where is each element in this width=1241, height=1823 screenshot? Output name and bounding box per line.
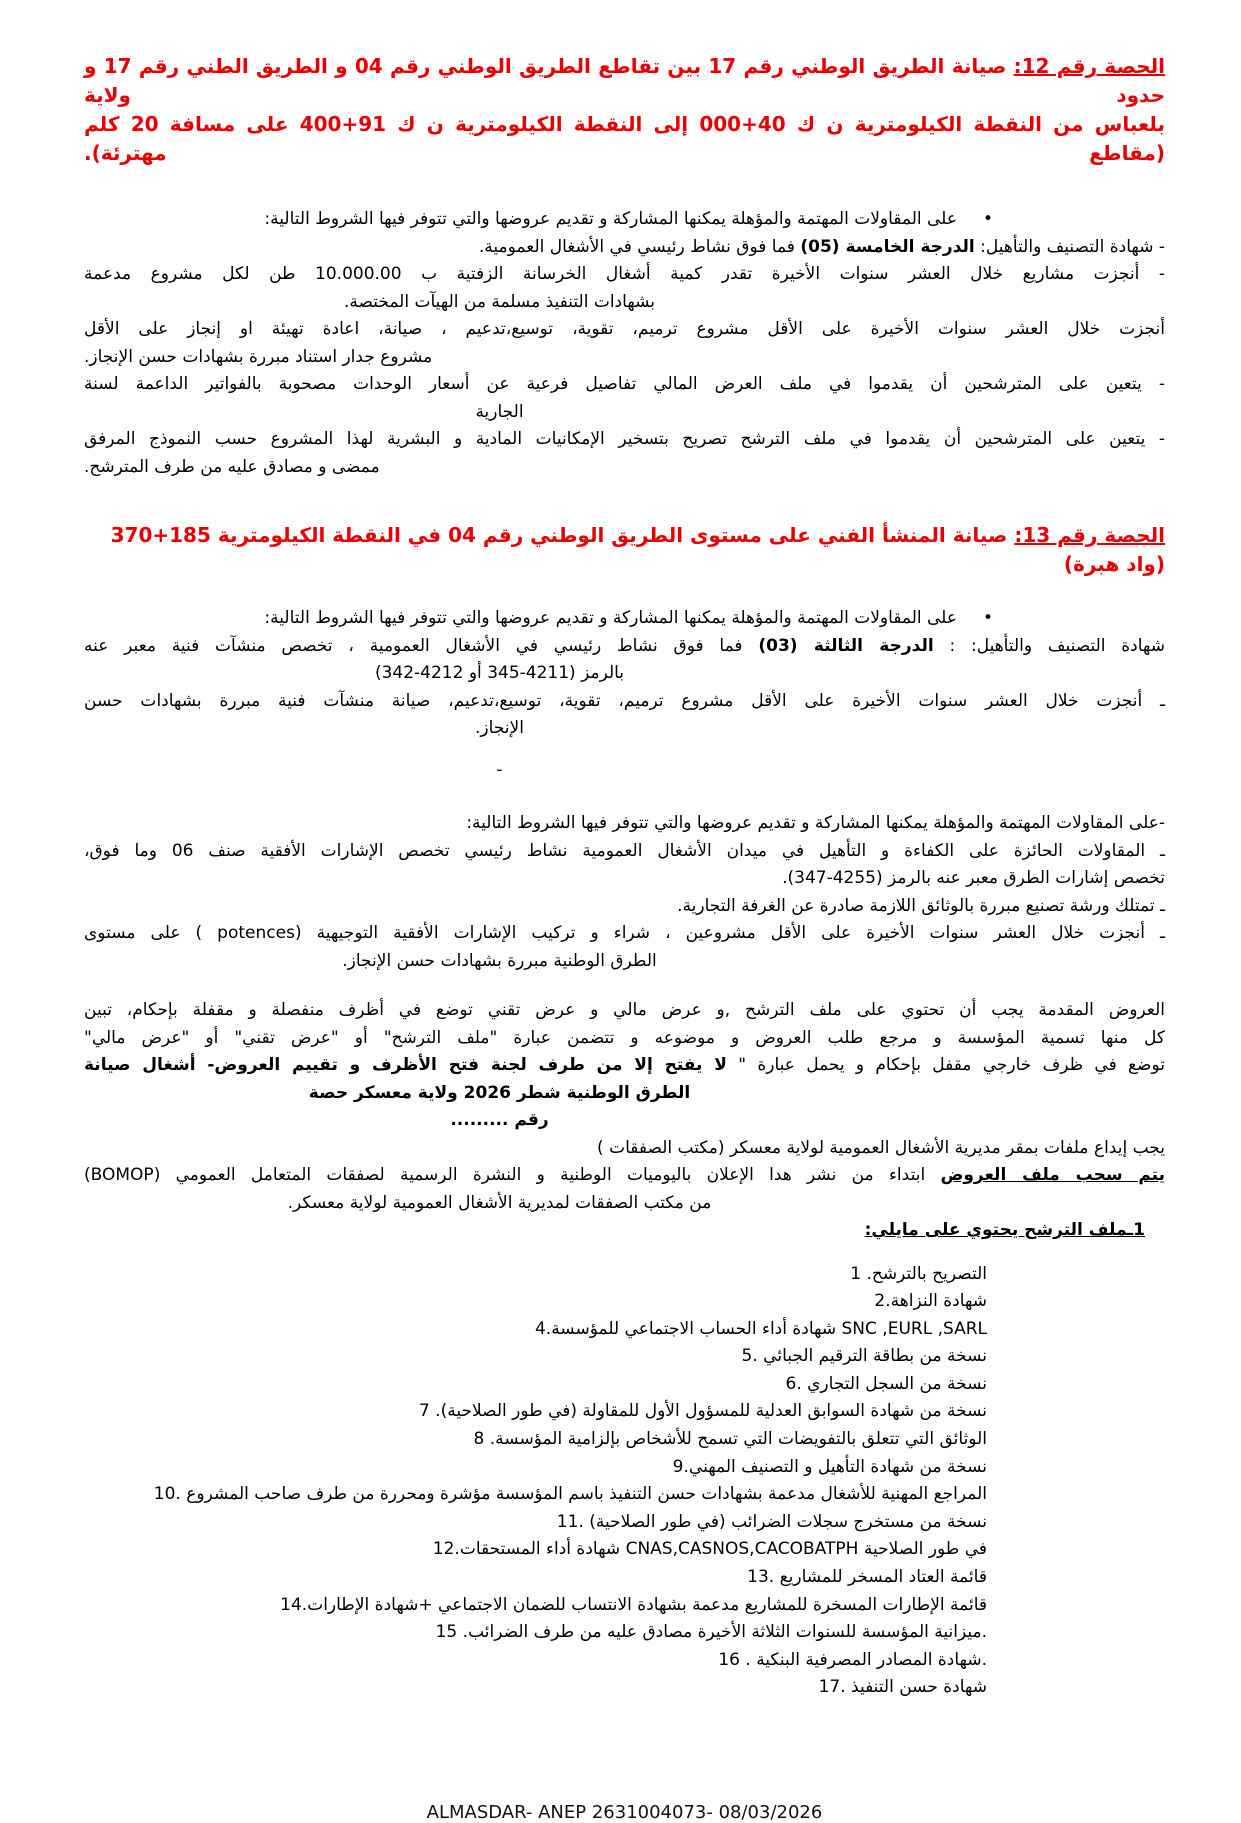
text-span: بلعباس من النقطة الكيلومترية ن ك 40+000 إلى النقطة الكيلومترية ن ك 91+400 على مسافة 20 كلم (مقاطع مهترئة).	[84, 112, 1165, 165]
text-span: - يتعين على المترشحين أن يقدموا في ملف العرض المالي تفاصيل فرعية عن أسعار الوحدات مصحوبة بالفواتير الداعمة لسنة	[84, 374, 1165, 394]
text-span: على المقاولات المهتمة والمؤهلة يمكنها المشاركة و تقديم عروضها والتي تتوفر فيها الشروط التالية:	[264, 608, 957, 628]
text-span: أنجزت خلال العشر سنوات الأخيرة على الأقل مشروع ترميم، تقوية، توسيع،تدعيم ، صيانة، اعادة تهيئة او إنجاز على الأقل	[84, 319, 1165, 339]
list-item-7	[84, 1398, 1165, 1426]
text-span: صيانة الطريق الوطني رقم 17 بين تقاطع الطريق الوطني رقم 04 و الطريق الطني رقم 17 و حدود ولاية	[84, 54, 1165, 107]
text-span: على المقاولات المهتمة والمؤهلة يمكنها المشاركة و تقديم عروضها والتي تتوفر فيها الشروط التالية:	[264, 209, 957, 229]
text-span: 6. نسخة من السجل التجاري	[785, 1373, 987, 1394]
text-span: 17. شهادة حسن التنفيذ	[818, 1677, 987, 1698]
list-item-17	[84, 1674, 1165, 1702]
text-span: -على المقاولات المهتمة والمؤهلة يمكنها المشاركة و تقديم عروضها والتي تتوفر فيها الشروط التالية:	[466, 813, 1165, 833]
text-span: 10. المراجع المهنية للأشغال مدعمة بشهادات حسن التنفيذ باسم المؤسسة مؤشرة ومحررة من طرف صاحب المشروع	[153, 1484, 987, 1505]
list-item-1	[84, 1261, 1165, 1289]
list-item-2	[84, 1288, 1165, 1316]
text-span: توضع في ظرف خارجي مقفل بإحكام و يحمل عبارة "	[726, 1055, 1166, 1075]
withdrawal-line1	[84, 1162, 1165, 1190]
text-span: ـ أنجزت خلال العشر سنوات الأخيرة على الأقل مشروع ترميم، تقوية، توسيع،تدعيم، صيانة منشآت فنية مبررة بشهادات حسن	[84, 690, 1165, 711]
text-span: ابتداء من نشر هدا الإعلان باليوميات الوطنية و النشرة الرسمية لصفقات المتعامل العمومي (BOMOP)	[84, 1165, 941, 1185]
text-span: لا يفتح إلا من طرف لجنة فتح الأظرف و تقييم العروض- أشغال صيانة	[84, 1055, 727, 1075]
offers-paragraph-line4	[84, 1080, 1165, 1108]
lot12-classification	[84, 234, 1165, 262]
text-span: - شهادة التصنيف والتأهيل:	[974, 236, 1165, 257]
text-span: الإنجاز.	[475, 718, 524, 738]
offers-paragraph-line2	[84, 1025, 1165, 1053]
text-span: الدرجة الخامسة (05)	[800, 236, 975, 257]
list-item-11	[84, 1509, 1165, 1537]
text-span: 1ـملف الترشح يحتوي على مايلي:	[864, 1220, 1145, 1240]
text-span: 8 .الوثائق التي تتعلق بالتفويضات التي تسمح للأشخاص بإلزامية المؤسسة	[473, 1429, 987, 1450]
footer-anep-reference: ALMASDAR- ANEP 2631004073- 08/03/2026	[426, 1802, 823, 1823]
text-span: 14.قائمة الإطارات المسخرة للمشاريع مدعمة بشهادة الانتساب للضمان الاجتماعي +شهادة الإطارات	[280, 1594, 987, 1615]
lot12-wall-line1	[84, 316, 1165, 344]
text-span: من مكتب الصفقات لمديرية الأشغال العمومية لولاية معسكر.	[287, 1192, 712, 1213]
offers-paragraph-line3	[84, 1052, 1165, 1080]
text-span: -	[496, 759, 503, 780]
lot14-qualification-line1	[84, 838, 1165, 866]
text-span: صيانة المنشأ الفني على مستوى الطريق الوطني رقم 04 في النقطة الكيلومترية 185+370 (واد هبرة)	[110, 523, 1165, 576]
bullet-icon: •	[982, 608, 993, 628]
text-span: شهادة التصنيف والتأهيل: :	[933, 635, 1166, 656]
document-body	[84, 52, 1165, 1702]
text-span: يجب إيداع ملفات بمقر مديرية الأشغال العمومية لولاية معسكر (مكتب الصفقات )	[597, 1137, 1165, 1158]
text-span: 11. نسخة من مستخرج سجلات الضرائب (في طور الصلاحية)	[556, 1511, 987, 1532]
text-span: كل منها تسمية المؤسسة و مرجع طلب العروض و موضوعه و تتضمن عبارة "ملف الترشح" أو "عرض تقني" أو "عرض مالي"	[84, 1027, 1165, 1048]
list-item-14	[84, 1592, 1165, 1620]
lot13-projects-line2	[84, 715, 1165, 743]
text-span: 4.شهادة أداء الحساب الاجتماعي للمؤسسة SNC ,EURL ,SARL	[534, 1318, 987, 1339]
text-span: 5. نسخة من بطاقة الترقيم الجبائي	[741, 1346, 987, 1367]
lot12-heading-line1	[84, 52, 1165, 110]
list-item-10	[84, 1481, 1165, 1509]
text-span: 9.نسخة من شهادة التأهيل و التصنيف المهني	[672, 1456, 987, 1477]
lot12-conditions-intro	[84, 206, 1165, 234]
text-span: 12.شهادة أداء المستحقات CNAS,CASNOS,CACOBATPH في طور الصلاحية	[432, 1539, 987, 1560]
lot12-prices-line1	[84, 371, 1165, 399]
list-item-4	[84, 1316, 1165, 1344]
list-item-5	[84, 1343, 1165, 1371]
text-span: فما فوق نشاط رئيسي في الأشغال العمومية.	[478, 236, 801, 257]
lot12-projects-line1	[84, 261, 1165, 289]
lot13-heading	[84, 521, 1165, 579]
withdrawal-line2	[84, 1190, 1165, 1218]
lot13-classification-line1	[84, 633, 1165, 661]
text-span: 13. قائمة العتاد المسخر للمشاريع	[747, 1567, 987, 1588]
text-span: ـ المقاولات الحائزة على الكفاءة و التأهيل في ميدان الأشغال العمومية نشاط رئيسي تخصص الإشارات الأفقية صنف 06 وما فوق،	[84, 840, 1165, 861]
text-span: الحصة رقم 13:	[1014, 523, 1165, 547]
list-item-9	[84, 1454, 1165, 1482]
lot14-qualification-line2	[84, 865, 1165, 893]
text-span: - أنجزت مشاريع خلال العشر سنوات الأخيرة تقدر كمية أشغال الخرسانة الزفتية ب 10.000.00 طن لكل مشروع مدعمة	[84, 264, 1165, 284]
list-item-15	[84, 1619, 1165, 1647]
text-span: مشروع جدار استناد مبررة بشهادات حسن الإنجاز.	[84, 346, 433, 367]
lot14-conditions-intro	[84, 810, 1165, 838]
text-span: بالرمز (4211-345 أو 4212-342)	[374, 663, 625, 683]
bullet-icon: •	[982, 209, 993, 229]
text-span: - يتعين على المترشحين أن يقدموا في ملف الترشح تصريح بتسخير الإمكانيات المادية و البشرية لهذا المشروع حسب النموذج المرفق	[84, 429, 1165, 449]
deposit-line	[84, 1135, 1165, 1163]
text-span: يتم سحب ملف العروض	[940, 1165, 1165, 1185]
list-item-6	[84, 1371, 1165, 1399]
text-span: تخصص إشارات الطرق معبر عنه بالرمز (4255-347).	[782, 868, 1165, 888]
list-item-16	[84, 1647, 1165, 1675]
lot12-prices-line2	[84, 399, 1165, 427]
offers-paragraph-line1	[84, 997, 1165, 1025]
list-item-8	[84, 1426, 1165, 1454]
lot12-wall-line2	[84, 344, 1165, 372]
list-item-13	[84, 1564, 1165, 1592]
text-span: رقم .........	[450, 1110, 549, 1130]
list-item-12	[84, 1536, 1165, 1564]
text-span: ـ أنجزت خلال العشر سنوات الأخيرة على الأقل مشروعين ، شراء و تركيب الإشارات الأفقية التوجيهية (potences ) على مستوى	[84, 923, 1165, 943]
dash-separator	[84, 757, 1165, 785]
text-span: الجارية	[475, 401, 524, 422]
text-span: 7 .نسخة من شهادة السوابق العدلية للمسؤول الأول للمقاولة (في طور الصلاحية)	[418, 1401, 987, 1422]
candidacy-file-title	[84, 1217, 1165, 1245]
text-span: فما فوق نشاط رئيسي في الأشغال العمومية ، تخصص منشآت فنية معبر عنه	[84, 635, 759, 656]
text-span: 16 . شهادة المصادر المصرفية البنكية.	[718, 1649, 987, 1670]
lot13-classification-line2	[84, 660, 1165, 688]
text-span: 1 .التصريح بالترشح	[850, 1263, 987, 1284]
text-span: الحصة رقم 12:	[1013, 54, 1165, 78]
lot13-conditions-intro	[84, 605, 1165, 633]
lot13-projects-line1	[84, 688, 1165, 716]
lot12-means-line1	[84, 426, 1165, 454]
text-span: العروض المقدمة يجب أن تحتوي على ملف الترشح ,و عرض مالي و عرض تقني توضع في أظرف منفصلة و مقفلة بإحكام، تبين	[84, 1000, 1165, 1020]
text-span: الطرق الوطنية شطر 2026 ولاية معسكر حصة	[308, 1082, 691, 1103]
lot12-projects-line2	[84, 289, 1165, 317]
lot12-means-line2	[84, 454, 1165, 482]
offers-paragraph-line5	[84, 1107, 1165, 1135]
text-span: 15 .ميزانية المؤسسة للسنوات الثلاثة الأخيرة مصادق عليه من طرف الضرائب.	[435, 1622, 987, 1643]
lot14-workshop	[84, 893, 1165, 921]
text-span: ـ تمتلك ورشة تصنيع مبررة بالوثائق اللازمة صادرة عن الغرفة التجارية.	[677, 895, 1165, 916]
text-span: 2.شهادة النزاهة	[874, 1291, 987, 1312]
text-span: بشهادات التنفيذ مسلمة من الهيآت المختصة.	[343, 291, 656, 312]
text-span: الدرجة الثالثة (03)	[758, 635, 934, 656]
lot14-projects-line2	[84, 948, 1165, 976]
text-span: ممضى و مصادق عليه من طرف المترشح.	[84, 456, 380, 477]
lot12-heading-line2	[84, 110, 1165, 168]
text-span: الطرق الوطنية مبررة بشهادات حسن الإنجاز.	[342, 950, 657, 971]
lot14-projects-line1	[84, 920, 1165, 948]
